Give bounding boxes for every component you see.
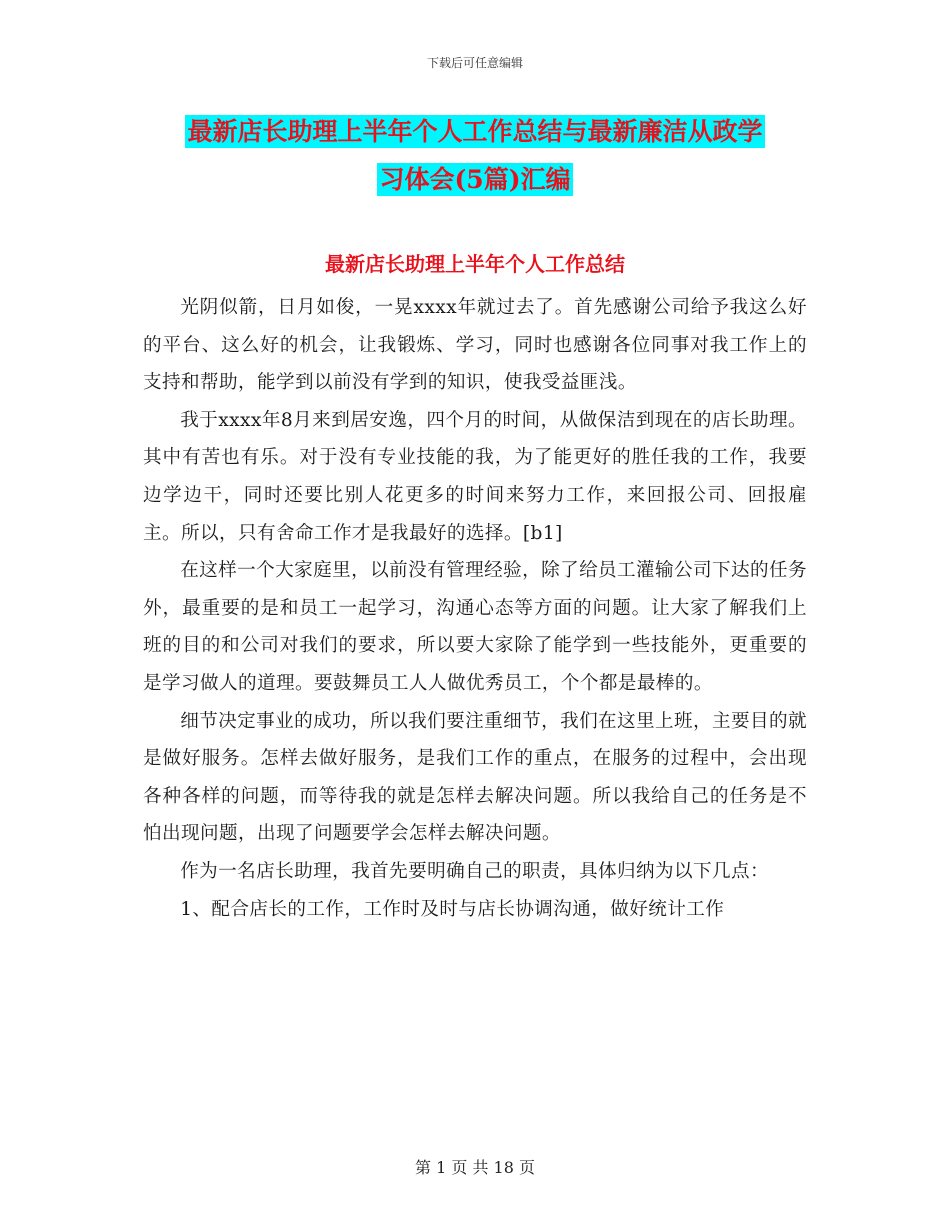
header-note: 下载后可任意编辑 bbox=[426, 56, 523, 70]
document-title-line-1: 最新店长助理上半年个人工作总结与最新廉洁从政学 bbox=[187, 117, 763, 146]
paragraph-2: 我于xxxx年8月来到居安逸，四个月的时间，从做保洁到现在的店长助理。其中有苦也有乐。对于没有专业技能的我，为了能更好的胜任我的工作，我要边学边干，同时还要比别人花更多的时间来努力工作，来回报公司、回报雇主。所以，只有舍命工作才是我最好的选择。[b1] bbox=[143, 409, 807, 544]
document-title-line-2: 习体会(5篇)汇编 bbox=[379, 165, 571, 194]
document-title bbox=[140, 108, 810, 204]
paragraph-5: 作为一名店长助理，我首先要明确自己的职责，具体归纳为以下几点： bbox=[180, 860, 769, 882]
paragraph-6: 1、配合店长的工作，工作时及时与店长协调沟通，做好统计工作 bbox=[180, 898, 725, 920]
paragraph-3: 在这样一个大家庭里，以前没有管理经验，除了给员工灌输公司下达的任务外，最重要的是和员工一起学习，沟通心态等方面的问题。让大家了解我们上班的目的和公司对我们的要求，所以要大家除了能学到一些技能外，更重要的是学习做人的道理。要鼓舞员工人人做优秀员工，个个都是最棒的。 bbox=[143, 560, 807, 694]
body-text bbox=[143, 289, 807, 928]
section-title: 最新店长助理上半年个人工作总结 bbox=[325, 252, 625, 276]
page-footer: 第 1 页 共 18 页 bbox=[415, 1158, 535, 1177]
paragraph-1: 光阴似箭，日月如俊，一晃xxxx年就过去了。首先感谢公司给予我这么好的平台、这么好的机会，让我锻炼、学习，同时也感谢各位同事对我工作上的支持和帮助，能学到以前没有学到的知识，使我受益匪浅。 bbox=[143, 297, 807, 394]
paragraph-4: 细节决定事业的成功，所以我们要注重细节，我们在这里上班，主要目的就是做好服务。怎样去做好服务，是我们工作的重点，在服务的过程中，会出现各种各样的问题，而等待我的就是怎样去解决问题。所以我给自己的任务是不怕出现问题，出现了问题要学会怎样去解决问题。 bbox=[143, 710, 807, 845]
